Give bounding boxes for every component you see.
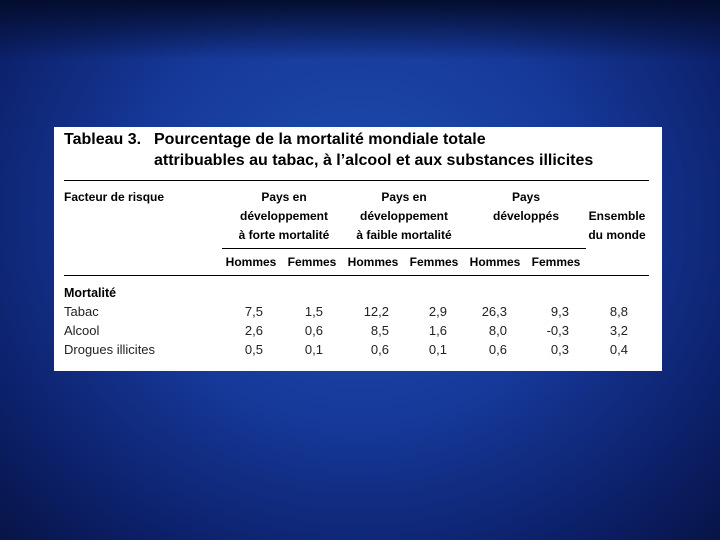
subheader-men: Hommes [469, 255, 521, 269]
table-cell: 26,3 [481, 304, 507, 319]
header-bottom-rule [64, 275, 649, 276]
group-header-line: à forte mortalité [238, 228, 330, 242]
group-header-line: Pays [511, 190, 541, 204]
table-cell: 1,5 [304, 304, 323, 319]
table-cell: 8,0 [488, 323, 507, 338]
table-image [54, 127, 662, 371]
table-cell: 3,2 [609, 323, 628, 338]
table-cell: 7,5 [244, 304, 263, 319]
group-header-line: du monde [588, 228, 646, 242]
table-label: Tableau 3. [64, 131, 142, 148]
table-cell: 8,8 [609, 304, 628, 319]
group-header-line: développement [359, 209, 449, 223]
table-cell: 0,6 [488, 342, 507, 357]
subheader-women: Femmes [531, 255, 581, 269]
top-rule [64, 180, 649, 181]
group-header-line: développement [239, 209, 329, 223]
group-header-line: Ensemble [588, 209, 646, 223]
table-title-line-2: attribuables au tabac, à l’alcool et aux substances illicites [154, 152, 594, 169]
table-cell: 2,9 [428, 304, 447, 319]
group-header-high-mortality [224, 188, 344, 245]
row-label-alcool: Alcool [64, 323, 100, 338]
table-cell: 0,3 [550, 342, 569, 357]
table-title-line-1: Pourcentage de la mortalité mondiale totale [154, 131, 486, 148]
table-cell: 9,3 [550, 304, 569, 319]
table-cell: 0,5 [244, 342, 263, 357]
subheader-women: Femmes [287, 255, 337, 269]
table-cell: 0,1 [304, 342, 323, 357]
row-label-tabac: Tabac [64, 304, 99, 319]
group-header-line: développés [492, 209, 560, 223]
subheader-men: Hommes [225, 255, 277, 269]
table-cell: 0,6 [370, 342, 389, 357]
subheader-women: Femmes [409, 255, 459, 269]
group-header-low-mortality [344, 188, 464, 245]
slide-background-shade [0, 0, 720, 60]
table-cell: 0,6 [304, 323, 323, 338]
table-cell: 1,6 [428, 323, 447, 338]
group-header-line: Pays en [381, 190, 427, 204]
table-cell: 12,2 [363, 304, 389, 319]
group-rule [222, 248, 586, 249]
table-cell: 0,4 [609, 342, 628, 357]
subheader-men: Hommes [347, 255, 399, 269]
table-cell: 2,6 [244, 323, 263, 338]
group-header-world [582, 207, 652, 245]
table-cell: 0,1 [428, 342, 447, 357]
table-cell: 8,5 [370, 323, 389, 338]
group-header-developed [466, 188, 586, 226]
section-label: Mortalité [64, 286, 117, 300]
row-label-drogues: Drogues illicites [64, 342, 156, 357]
risk-factor-header: Facteur de risque [64, 190, 165, 204]
table-cell: -0,3 [546, 323, 569, 338]
group-header-line: à faible mortalité [356, 228, 452, 242]
group-header-line: Pays en [261, 190, 307, 204]
